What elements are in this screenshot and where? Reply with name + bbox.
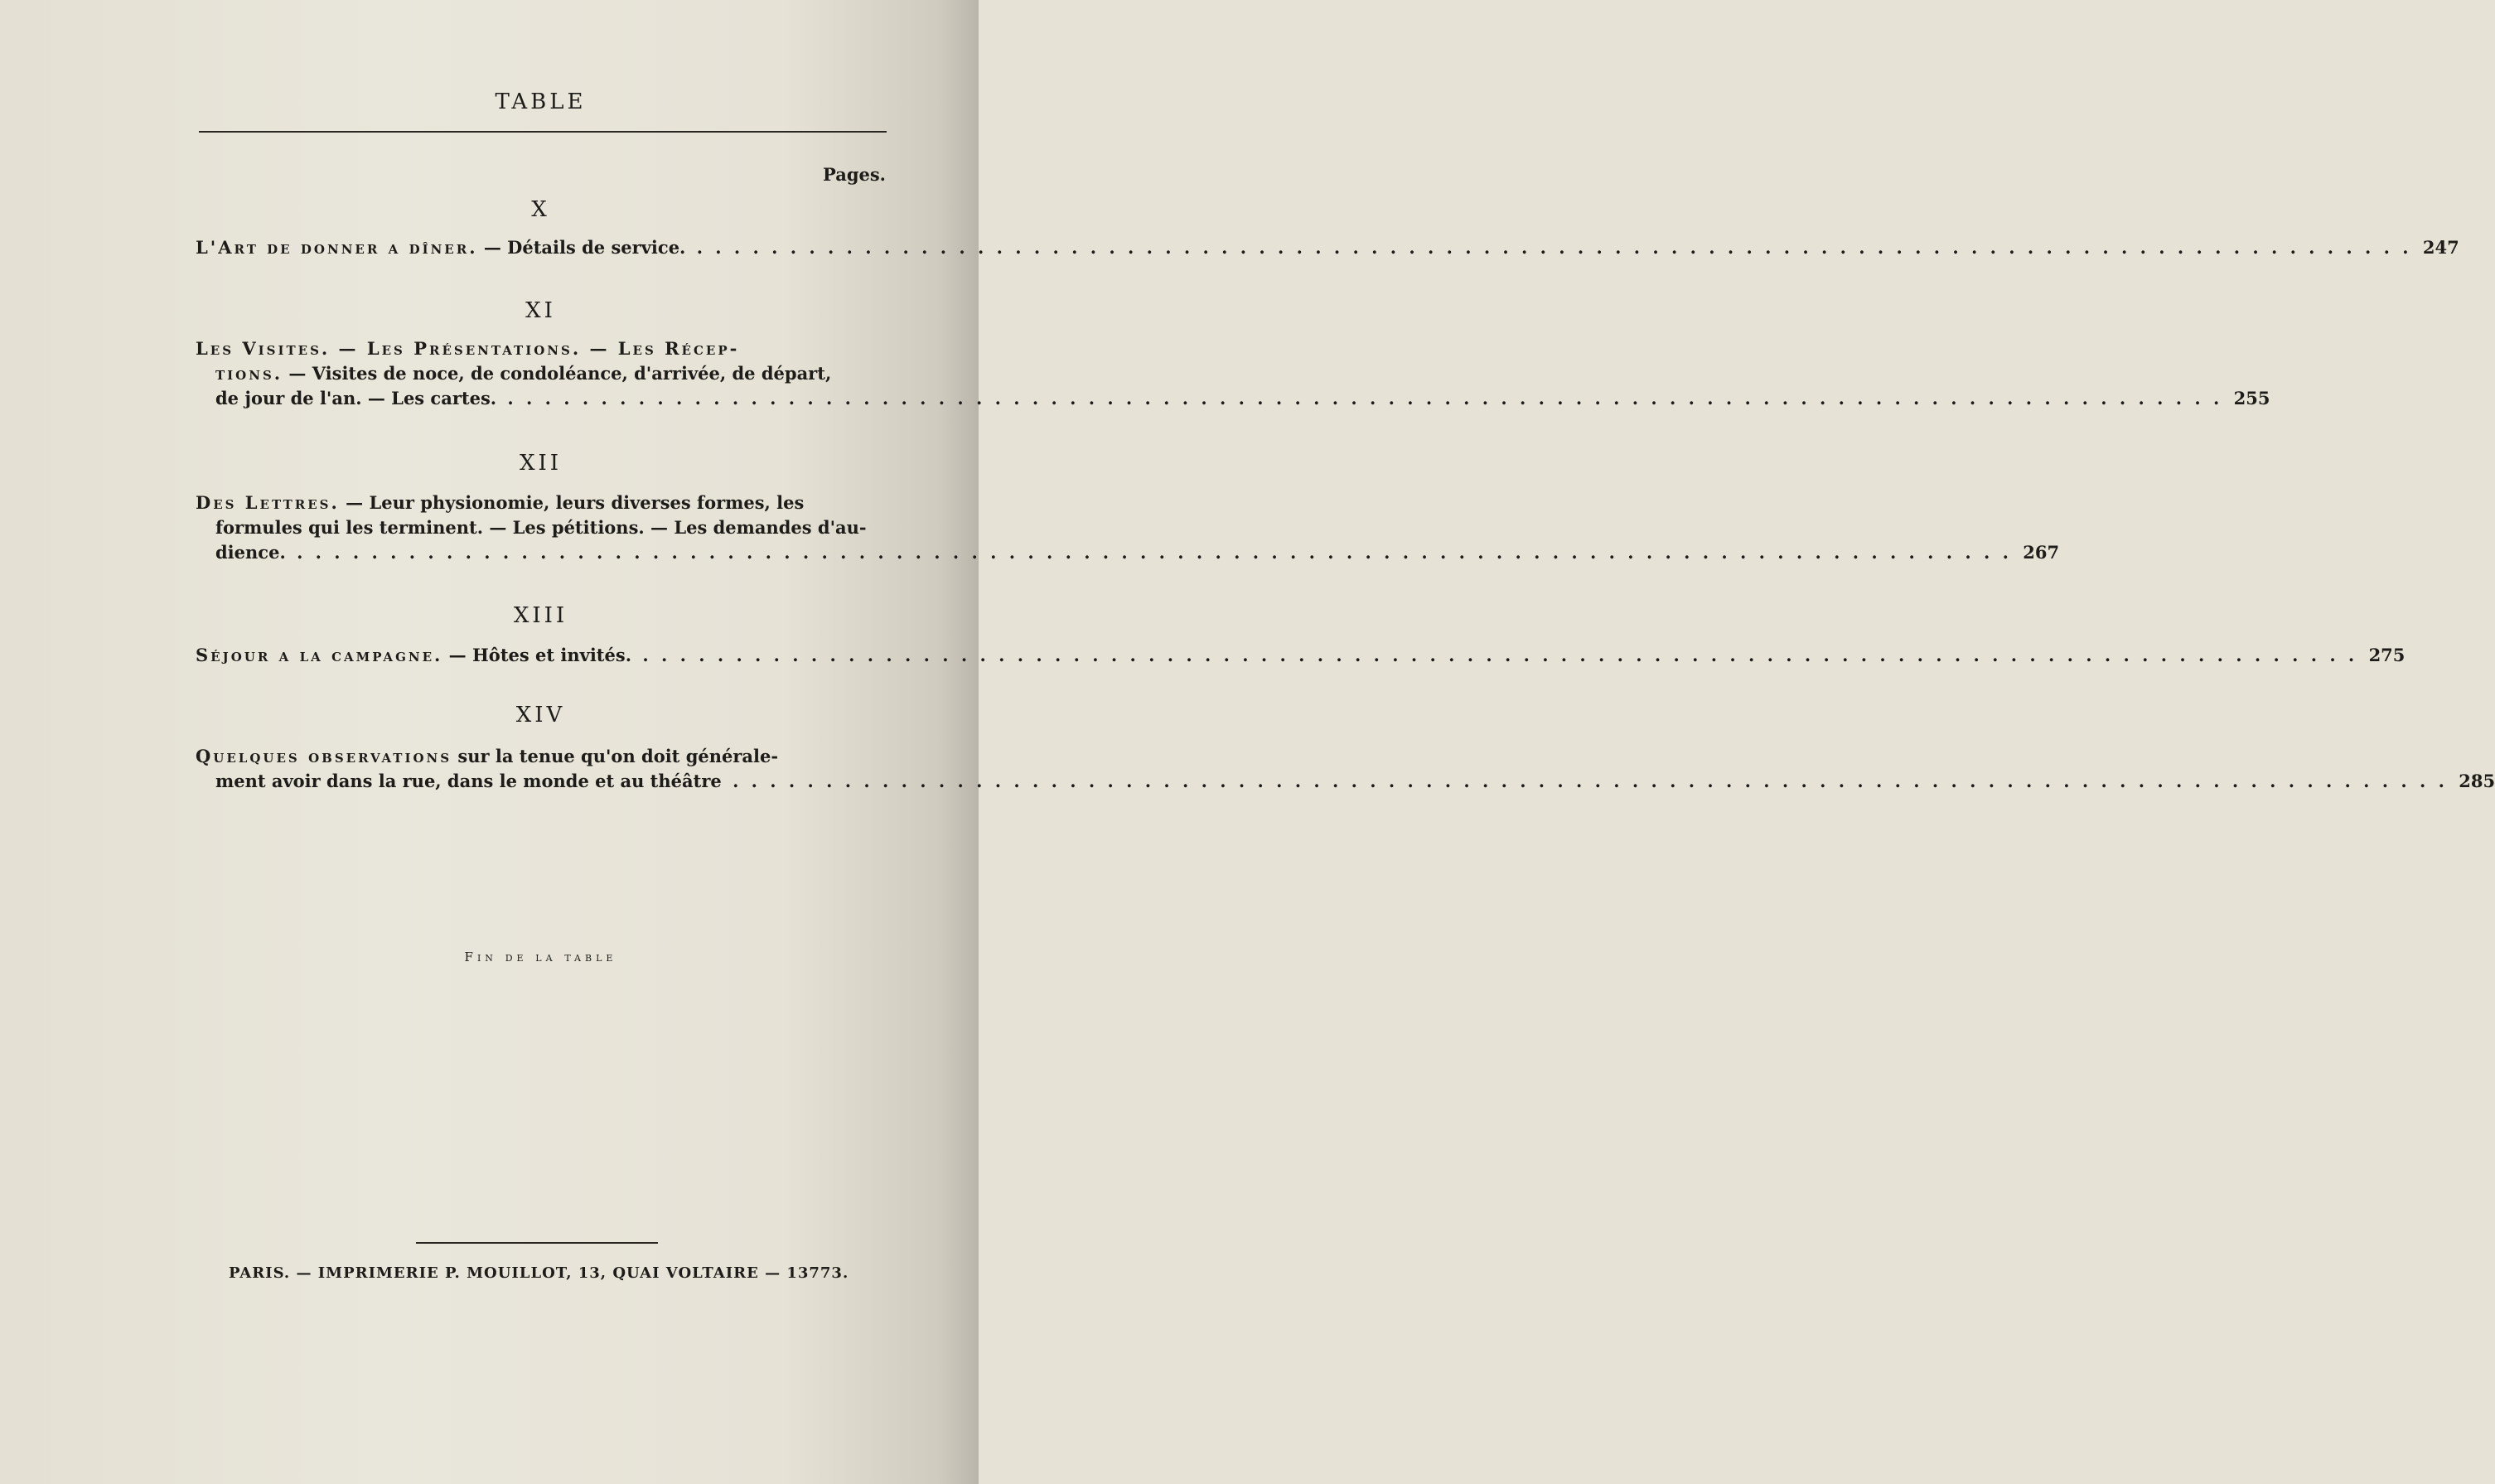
entry-title: Quelques observations [196,746,452,766]
dot-leader [733,771,2448,791]
page-number: 255 [2233,388,2270,408]
entry-title: Séjour a la campagne. [196,645,443,665]
pages-column-label: Pages. [822,164,886,185]
entry-title: Les Visites. — Les Présentations. — Les Récep- [196,338,740,359]
header-rule [199,131,887,133]
entry-text: — Détails de service. [477,237,686,258]
entry-title: Des Lettres. [196,492,340,513]
entry-title: tions. [215,363,283,384]
toc-entry-xii [196,491,2060,565]
toc-entry-xiv [196,744,2495,794]
toc-line [196,336,887,361]
page-number: 275 [2368,645,2406,665]
toc-line [196,361,887,386]
dot-leader [507,388,2222,408]
dot-leader [697,237,2412,258]
chapter-numeral-xi: XI [525,298,556,323]
toc-entry-x [196,235,2459,260]
entry-text: — Leur physionomie, leurs diverses formes, les [339,492,805,513]
page-number: 247 [2422,237,2459,258]
toc-line [196,643,2406,668]
toc-line [196,540,2060,565]
toc-entry-xi [196,336,2270,411]
entry-text: sur la tenue qu'on doit générale- [452,746,779,766]
page-number: 267 [2023,542,2060,563]
entry-text: ment avoir dans la rue, dans le monde et au théâtre [215,771,722,791]
toc-line [196,515,887,540]
footer-rule [416,1242,658,1244]
chapter-numeral-xiv: XIV [515,703,566,727]
toc-entry-xiii [196,643,2406,668]
entry-title: L'Art de donner a dîner. [196,237,478,258]
entry-text: — Visites de noce, de condoléance, d'arrivée, de départ, [283,363,832,384]
end-of-table-note: Fin de la table [464,950,617,964]
chapter-numeral-xii: XII [519,451,563,476]
entry-text: formules qui les terminent. — Les pétitions. — Les demandes d'au- [215,517,867,538]
printer-imprint: PARIS. — IMPRIMERIE P. MOUILLOT, 13, QUAI VOLTAIRE — 13773. [229,1264,849,1282]
entry-text: de jour de l'an. — Les cartes. [215,388,497,408]
toc-line [196,491,887,515]
toc-line [196,386,2270,411]
entry-text: dience. [215,542,286,563]
dot-leader [297,542,2012,563]
toc-line [196,235,2459,260]
toc-line [196,769,2495,794]
dot-leader [642,645,2357,665]
chapter-numeral-x: X [531,197,550,222]
entry-text: — Hôtes et invités. [442,645,632,665]
toc-line [196,744,887,769]
page-number: 285 [2459,771,2495,791]
chapter-numeral-xiii: XIII [513,603,568,628]
page-title: TABLE [495,89,587,114]
